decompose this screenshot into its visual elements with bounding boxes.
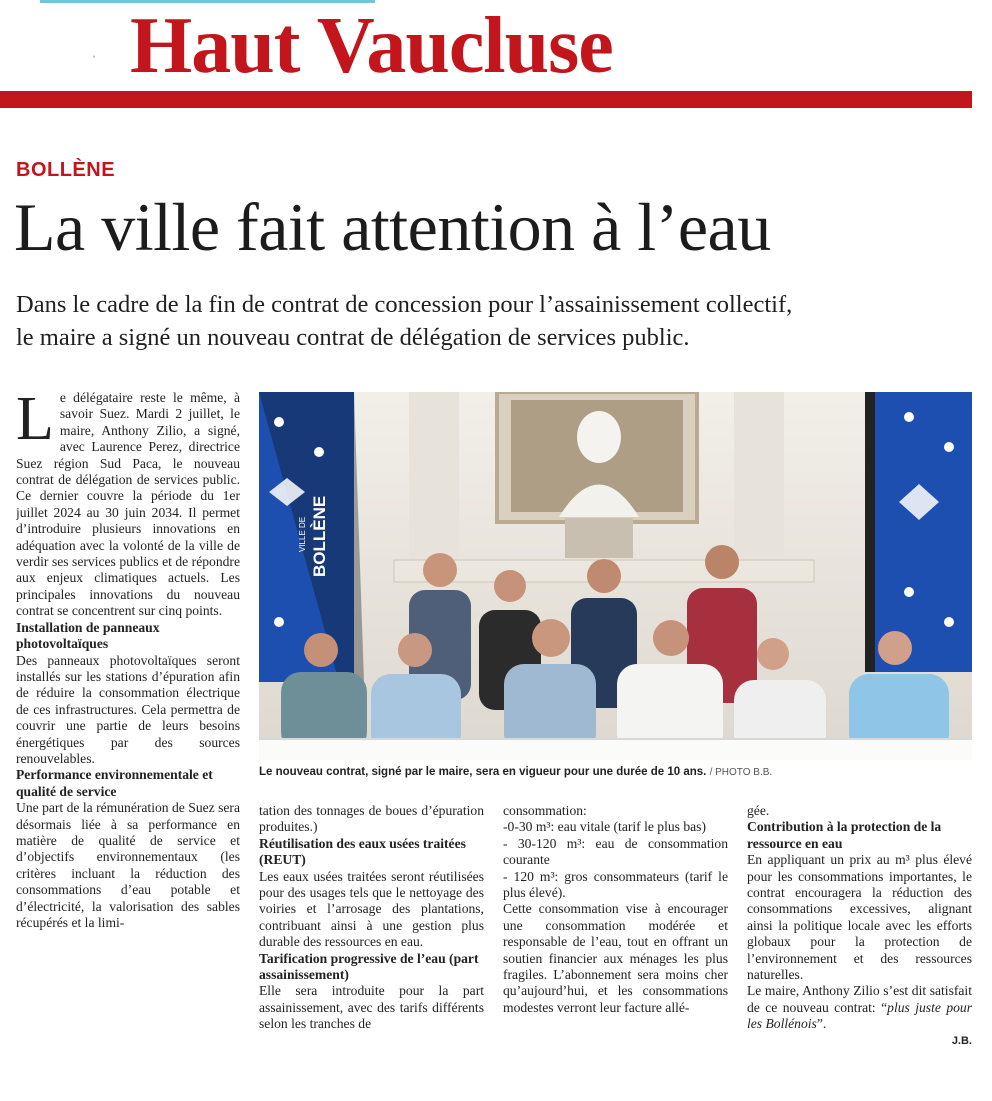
article-headline: La ville fait attention à l’eau — [14, 189, 771, 265]
subhead-performance: Performance environnementale et qualité de service — [16, 767, 213, 799]
paragraph-protection: En appliquant un prix au m³ plus élevé pour les consommations importantes, le contrat encouragera la réduction des consommations excessives, alignant ainsi la politique locale avec les efforts globaux pour la protection de l’environnement et des ressources naturelles. — [747, 852, 972, 983]
intro-paragraph: Le délégataire reste le même, à savoir Suez. Mardi 2 juillet, le maire, Anthony Zilio, a signé, avec Laurence Perez, directrice Suez région Sud Paca, le nouveau contrat de délégation de services public. Ce dernier couvre la période du 1er juillet 2024 au 30 juin 2034. Il permet d’introduire plusieurs innovations en adéquation avec la volonté de la ville de verdir ses services publics et de répondre aux enjeux climatiques actuels. Les principales innovations du nouveau contrat se concentrent sur cinq points. — [16, 390, 240, 619]
paragraph-performance-cont: tation des tonnages de boues d’épuration produites.) — [259, 803, 484, 835]
paragraph-reut: Les eaux usées traitées seront réutilisées pour des usages tels que le nettoyage des voiries et l’arrosage des plantations, contribuant ainsi à une gestion plus durable des ressources en eau. — [259, 868, 484, 950]
paragraph-pricing: Elle sera introduite pour la part assainissement, avec des tarifs différents selon les tranches de — [259, 983, 484, 1032]
article-column-4 — [747, 803, 972, 1093]
standfirst-line-1: Dans le cadre de la fin de contrat de concession pour l’assainissement collectif, — [16, 291, 793, 318]
masthead-rule — [0, 91, 972, 108]
standfirst-line-2: le maire a signé un nouveau contrat de délégation de services public. — [16, 324, 690, 351]
paragraph-pricing-cont: consommation: — [503, 803, 587, 818]
article-column-1 — [16, 390, 240, 1090]
subhead-reut: Réutilisation des eaux usées traitées (REUT) — [259, 835, 466, 868]
photo-illustration — [259, 392, 972, 760]
tier-3: - 120 m³: gros consommateurs (tarif le plus élevé). — [503, 868, 728, 901]
section-masthead: Haut Vaucluse — [130, 2, 613, 90]
caption-text: Le nouveau contrat, signé par le maire, sera en vigueur pour une durée de 10 ans. — [259, 766, 707, 778]
article-column-3 — [503, 803, 728, 1093]
paragraph-mayor-quote: Le maire, Anthony Zilio s’est dit satisfait de ce nouveau contrat: “plus juste pour les Bollénois”. — [747, 983, 972, 1032]
paragraph-consumption-cont: gée. — [747, 803, 770, 818]
banner-city-name: BOLLÈNE — [310, 495, 329, 577]
tier-2: - 30-120 m³: eau de consommation courante — [503, 835, 728, 868]
article-standfirst — [16, 288, 976, 354]
subhead-pricing: Tarification progressive de l’eau (part assainissement) — [259, 950, 479, 983]
print-mark: ˌ — [92, 44, 96, 58]
article-column-2 — [259, 803, 484, 1093]
subhead-photovoltaic: Installation de panneaux photovoltaïques — [16, 619, 160, 652]
tier-1: -0-30 m³: eau vitale (tarif le plus bas) — [503, 819, 707, 835]
quote-text: plus juste pour les Bollénois — [747, 999, 972, 1032]
article-kicker: BOLLÈNE — [16, 159, 116, 181]
drop-cap: L — [16, 390, 54, 453]
banner-small-text: VILLE DE — [298, 516, 307, 552]
article-photo — [259, 392, 972, 760]
author-signature: J.B. — [951, 1034, 972, 1047]
right-banner — [874, 392, 972, 672]
paragraph-performance: Une part de la rémunération de Suez sera désormais liée à sa performance en matière de qualité de service et d’objectifs environnementaux (les critères incluant la réduction des consommations d’eau potable et d’électricité, la valorisation des sables récupérés et la limi- — [16, 800, 240, 930]
photo-credit: / PHOTO B.B. — [709, 767, 773, 778]
paragraph-photovoltaic: Des panneaux photovoltaïques seront installés sur les stations d’épuration afin de réduire la consommation électrique de ces infrastructures. Cela permettra de couvrir une partie de leurs besoins énergétiques par des sources renouvelables. — [16, 652, 240, 766]
photo-caption — [259, 766, 972, 778]
subhead-protection: Contribution à la protection de la ressource en eau — [747, 819, 942, 851]
paragraph-consumption: Cette consommation vise à encourager une consommation modérée et responsable de l’eau, tout en offrant un soutien financier aux ménages les plus fragiles. L’abonnement sera moins cher qu’aujourd’hui, et les consommations modestes verront leur facture allé- — [503, 901, 728, 1015]
